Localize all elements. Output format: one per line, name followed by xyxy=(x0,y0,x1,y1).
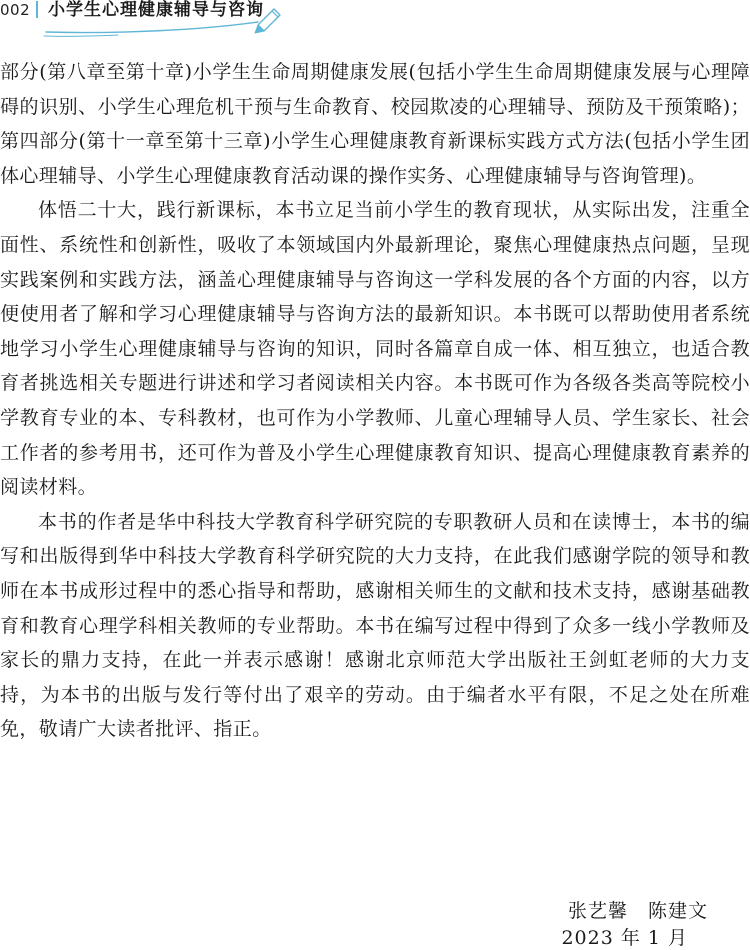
header-underline-decoration xyxy=(0,0,300,42)
author-signature: 张艺馨 陈建文 xyxy=(567,900,708,922)
body-text xyxy=(0,55,750,747)
paragraph-continuation: 部分(第八章至第十章)小学生生命周期健康发展(包括小学生生命周期健康发展与心理障碍的识别、小学生心理危机干预与生命教育、校园欺凌的心理辅导、预防及干预策略)；第四部分(第十一章至第十三章)小学生心理健康教育新课标实践方式方法(包括小学生团体心理辅导、小学生心理健康教育活动课的操作实务、心理健康辅导与咨询管理)。 xyxy=(0,61,750,187)
signature-date: 2023 年 1 月 xyxy=(561,927,688,949)
pencil-icon xyxy=(255,9,280,33)
page-number: 002 xyxy=(0,1,31,19)
book-title: 小学生心理健康辅导与咨询 xyxy=(48,0,264,20)
paragraph-acknowledgements: 本书的作者是华中科技大学教育科学研究院的专职教研人员和在读博士，本书的编写和出版得到华中科技大学教育科学研究院的大力支持，在此我们感谢学院的领导和教师在本书成形过程中的悉心指导和帮助，感谢相关师生的文献和技术支持，感谢基础教育和教育心理学科相关教师的专业帮助。本书在编写过程中得到了众多一线小学教师及家长的鼎力支持，在此一并表示感谢！感谢北京师范大学出版社王剑虹老师的大力支持，为本书的出版与发行等付出了艰辛的劳动。由于编者水平有限，不足之处在所难免，敬请广大读者批评、指正。 xyxy=(0,510,750,741)
paragraph-book-overview: 体悟二十大，践行新课标，本书立足当前小学生的教育现状，从实际出发，注重全面性、系统性和创新性，吸收了本领域国内外最新理论，聚焦心理健康热点问题，呈现实践案例和实践方法，涵盖心理健康辅导与咨询这一学科发展的各个方面的内容，以方便使用者了解和学习心理健康辅导与咨询方法的最新知识。本书既可以帮助使用者系统地学习小学生心理健康辅导与咨询的知识，同时各篇章自成一体、相互独立，也适合教育者挑选相关专题进行讲述和学习者阅读相关内容。本书既可作为各级各类高等院校小学教育专业的本、专科教材，也可作为小学教师、儿童心理辅导人员、学生家长、社会工作者的参考用书，还可作为普及小学生心理健康教育知识、提高心理健康教育素养的阅读材料。 xyxy=(0,199,750,499)
page-header xyxy=(0,0,750,40)
